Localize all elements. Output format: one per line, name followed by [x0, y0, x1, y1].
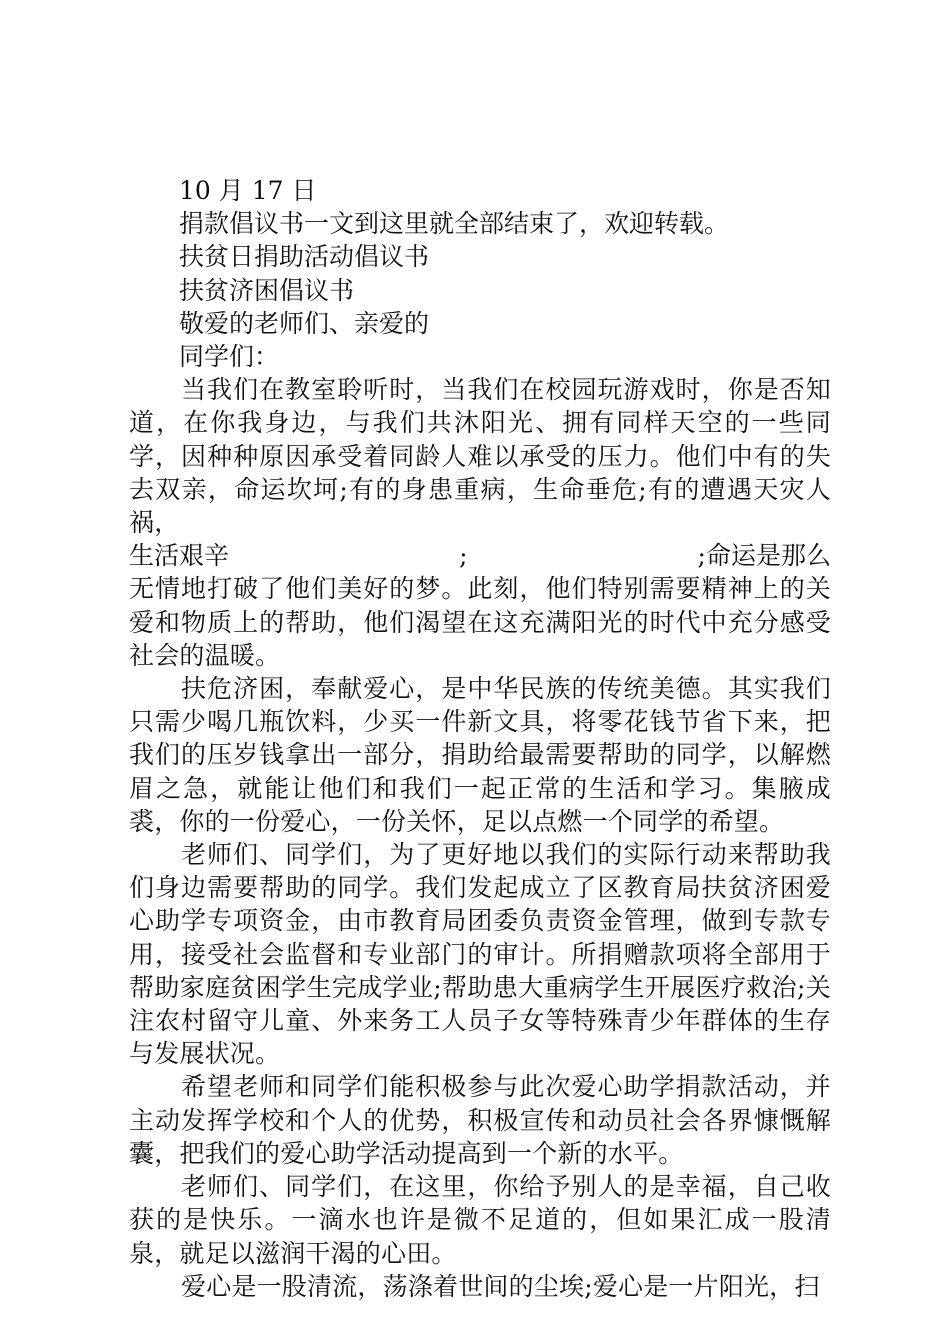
paragraph-happiness: 老师们、同学们，在这里，你给予别人的是幸福，自己收获的是快乐。一滴水也许是微不足道的，但如果汇成一股清泉，就足以滋润干渴的心田。	[129, 1172, 831, 1268]
paragraph-intro-end: 无情地打破了他们美好的梦。此刻，他们特别需要精神上的关爱和物质上的帮助，他们渴望在这充满阳光的时代中充分感受社会的温暖。	[129, 574, 831, 670]
gap-segment: 生活艰辛	[129, 541, 230, 571]
closing-note-line: 捐款倡议书一文到这里就全部结束了，欢迎转载。	[179, 209, 730, 239]
salutation-line: 敬爱的老师们、亲爱的	[179, 308, 430, 338]
paragraph-virtue: 扶危济困，奉献爱心，是中华民族的传统美德。其实我们只需少喝几瓶饮料，少买一件新文具，将零花钱节省下来，把我们的压岁钱拿出一部分，捐助给最需要帮助的同学，以解燃眉之急，就能让他们和我们一起正常的生活和学习。集腋成裘，你的一份爱心，一份关怀，足以点燃一个同学的希望。	[129, 674, 831, 836]
paragraph-call-to-action: 希望老师和同学们能积极参与此次爱心助学捐款活动，并主动发挥学校和个人的优势，积极宣传和动员社会各界慷慨解囊，把我们的爱心助学活动提高到一个新的水平。	[129, 1072, 831, 1168]
paragraph-intro-gap-line	[129, 539, 831, 572]
paragraph-fund: 老师们、同学们，为了更好地以我们的实际行动来帮助我们身边需要帮助的同学。我们发起成立了区教育局扶贫济困爱心助学专项资金，由市教育局团委负责资金管理，做到专款专用，接受社会监督和专业部门的审计。所捐赠款项将全部用于帮助家庭贫困学生完成学业;帮助患大重病学生开展医疗救治;关注农村留守儿童、外来务工人员子女等特殊青少年群体的生存与发展状况。	[129, 840, 831, 1069]
paragraph-intro	[129, 373, 831, 672]
document-title: 扶贫日捐助活动倡议书	[179, 242, 430, 272]
document-subtitle: 扶贫济困倡议书	[179, 275, 355, 305]
gap-segment: ;	[459, 541, 468, 571]
paragraph-love: 爱心是一股清流，荡涤着世间的尘埃;爱心是一片阳光，扫	[181, 1271, 820, 1301]
date-line: 10 月 17 日	[179, 176, 317, 205]
salutation-line-continued: 同学们：	[179, 342, 280, 372]
gap-segment: ;命运是那么	[697, 541, 831, 571]
paragraph-intro-start: 当我们在教室聆听时，当我们在校园玩游戏时，你是否知道，在你我身边，与我们共沐阳光、拥有同样天空的一些同学，因种种原因承受着同龄人难以承受的压力。他们中有的失去双亲，命运坎坷;有的身患重病，生命垂危;有的遭遇天灾人祸，	[129, 375, 831, 538]
document-page	[129, 174, 831, 1303]
